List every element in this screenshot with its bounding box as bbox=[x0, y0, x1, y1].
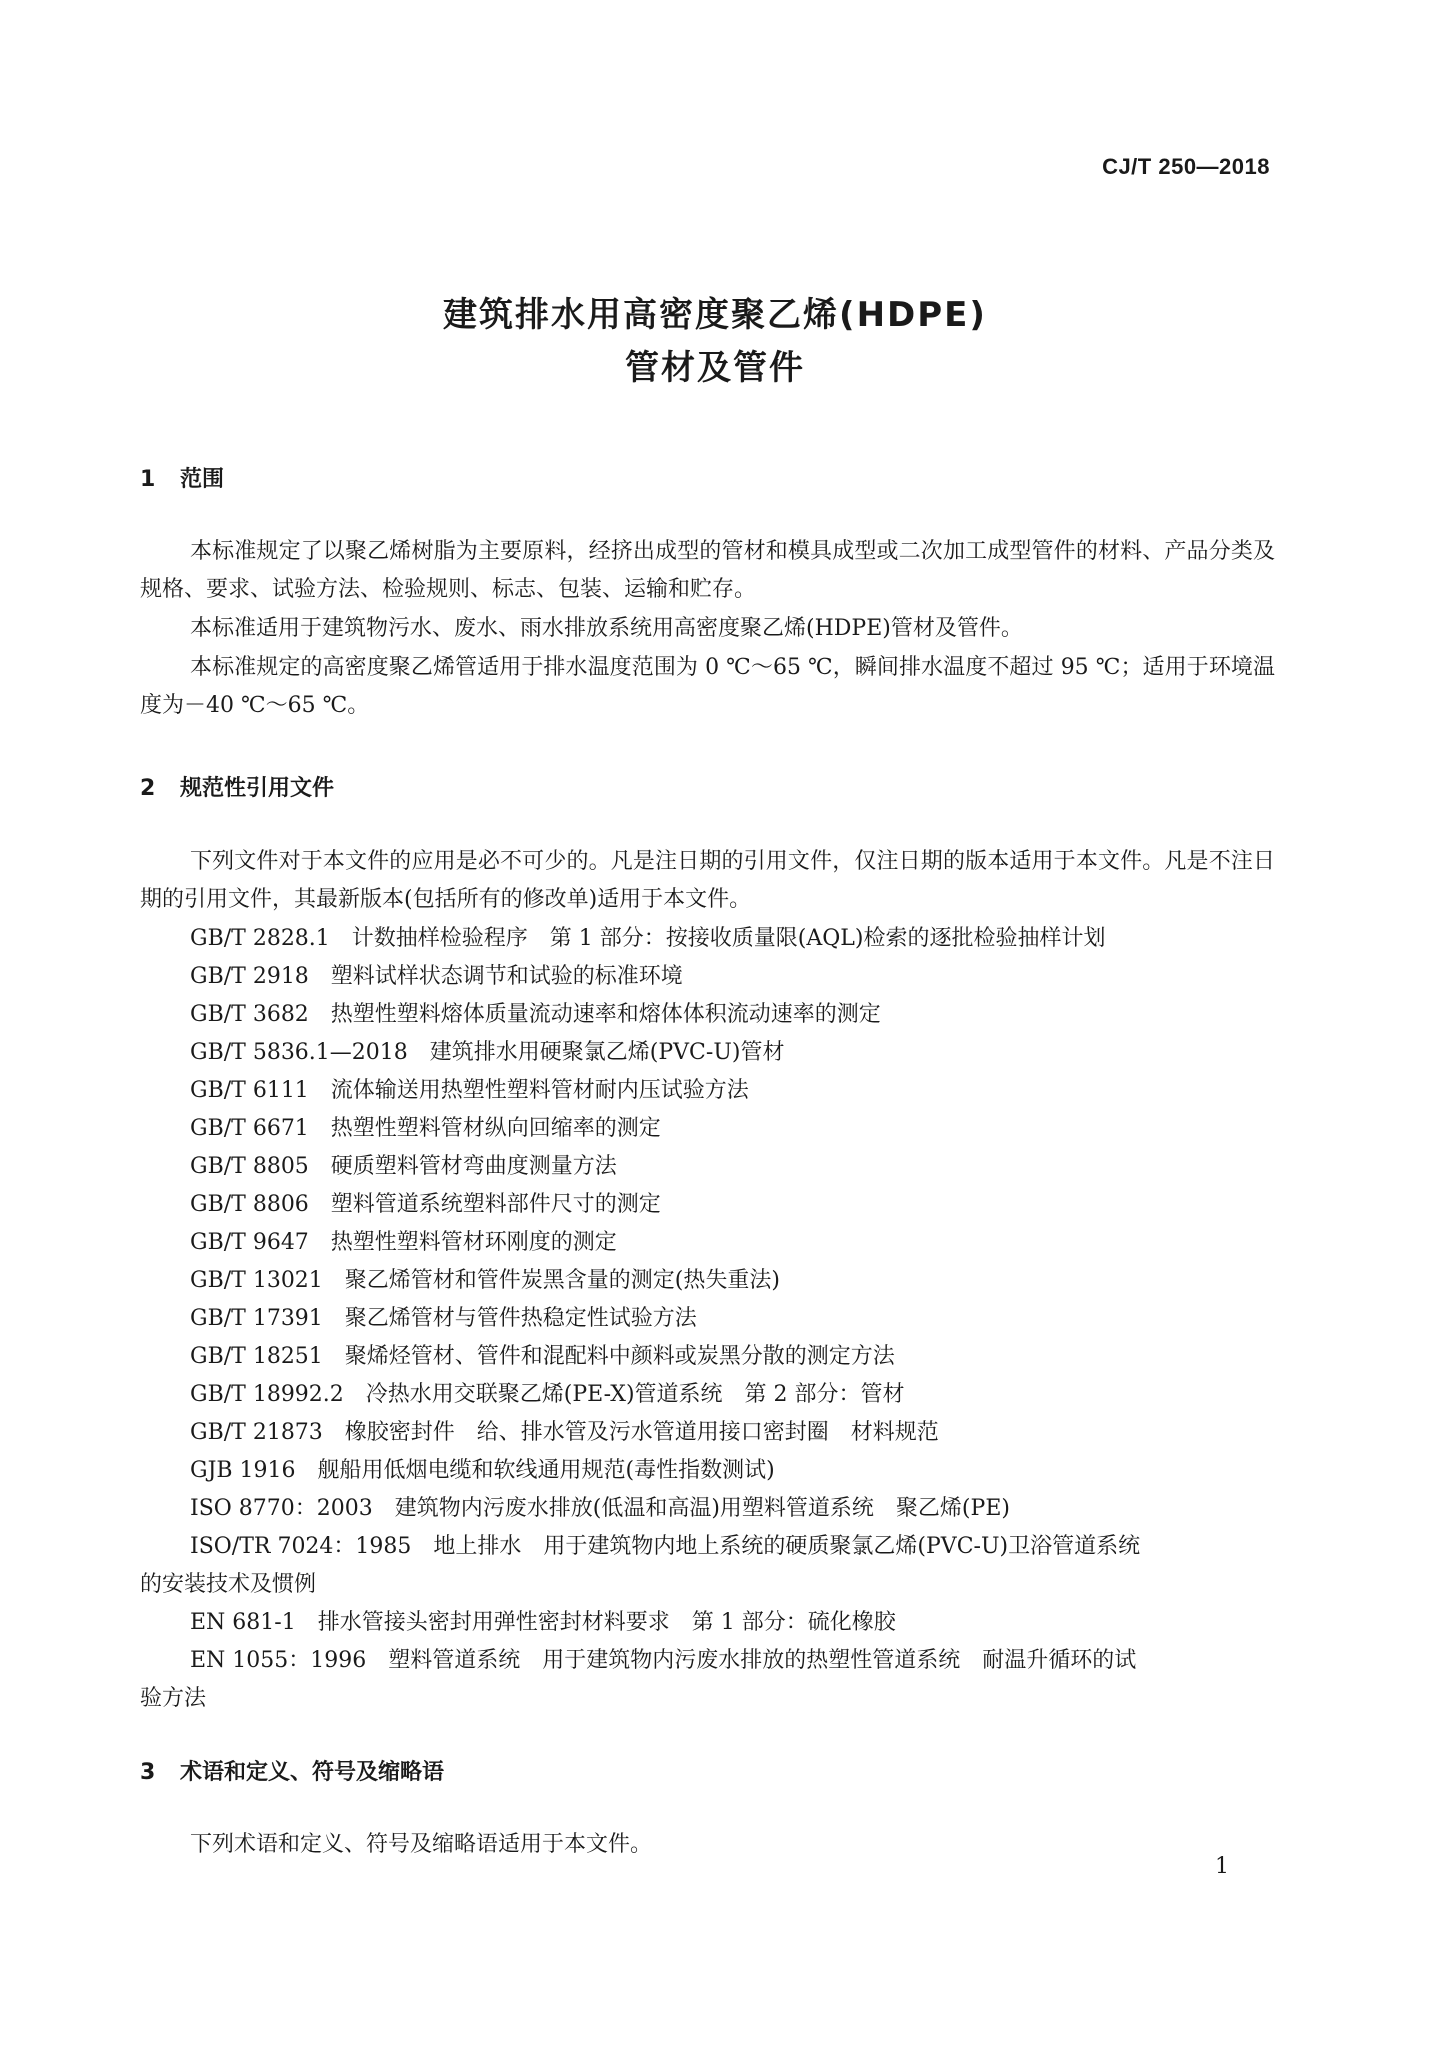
reference-item: GB/T 18251 聚烯烃管材、管件和混配料中颜料或炭黑分散的测定方法 bbox=[190, 1344, 895, 1369]
section-2-heading bbox=[140, 771, 334, 802]
reference-item: GB/T 18992.2 冷热水用交联聚乙烯(PE-X)管道系统 第 2 部分：管材 bbox=[190, 1382, 905, 1407]
section-title: 术语和定义、符号及缩略语 bbox=[180, 1760, 445, 1785]
section-2-intro: 下列文件对于本文件的应用是必不可少的。凡是注日期的引用文件，仅注日期的版本适用于本文件。凡是不注日期的引用文件，其最新版本(包括所有的修改单)适用于本文件。 bbox=[140, 849, 1275, 912]
reference-item: EN 1055：1996 塑料管道系统 用于建筑物内污废水排放的热塑性管道系统 耐温升循环的试 bbox=[190, 1648, 1137, 1673]
section-title: 规范性引用文件 bbox=[180, 776, 335, 801]
reference-item: GB/T 2828.1 计数抽样检验程序 第 1 部分：按接收质量限(AQL)检索的逐批检验抽样计划 bbox=[190, 926, 1106, 951]
section-title: 范围 bbox=[180, 467, 225, 492]
document-title-line1: 建筑排水用高密度聚乙烯(HDPE) bbox=[443, 295, 987, 335]
section-1-paragraph-2: 本标准适用于建筑物污水、废水、雨水排放系统用高密度聚乙烯(HDPE)管材及管件。 bbox=[190, 616, 1023, 641]
document-title-line2: 管材及管件 bbox=[625, 348, 805, 388]
reference-item-continued: 验方法 bbox=[140, 1686, 207, 1711]
reference-item: EN 681-1 排水管接头密封用弹性密封材料要求 第 1 部分：硫化橡胶 bbox=[190, 1610, 896, 1635]
reference-item: ISO 8770：2003 建筑物内污废水排放(低温和高温)用塑料管道系统 聚乙烯(PE) bbox=[190, 1496, 1010, 1521]
section-1-paragraph-1: 本标准规定了以聚乙烯树脂为主要原料，经挤出成型的管材和模具成型或二次加工成型管件的材料、产品分类及规格、要求、试验方法、检验规则、标志、包装、运输和贮存。 bbox=[140, 539, 1275, 602]
reference-item: GJB 1916 舰船用低烟电缆和软线通用规范(毒性指数测试) bbox=[190, 1458, 775, 1483]
section-3-paragraph-1: 下列术语和定义、符号及缩略语适用于本文件。 bbox=[190, 1832, 653, 1857]
standard-code: CJ/T 250—2018 bbox=[1102, 154, 1270, 179]
section-number: 3 bbox=[140, 1760, 156, 1785]
reference-item: ISO/TR 7024：1985 地上排水 用于建筑物内地上系统的硬质聚氯乙烯(PVC-U)卫浴管道系统 bbox=[190, 1534, 1141, 1559]
reference-item-continued: 的安装技术及惯例 bbox=[140, 1572, 317, 1597]
reference-item: GB/T 3682 热塑性塑料熔体质量流动速率和熔体体积流动速率的测定 bbox=[190, 1002, 881, 1027]
reference-item: GB/T 6111 流体输送用热塑性塑料管材耐内压试验方法 bbox=[190, 1078, 749, 1103]
section-3-heading bbox=[140, 1755, 444, 1786]
section-1-heading bbox=[140, 462, 224, 493]
reference-item: GB/T 2918 塑料试样状态调节和试验的标准环境 bbox=[190, 964, 683, 989]
reference-item: GB/T 9647 热塑性塑料管材环刚度的测定 bbox=[190, 1230, 617, 1255]
reference-item: GB/T 6671 热塑性塑料管材纵向回缩率的测定 bbox=[190, 1116, 661, 1141]
reference-item: GB/T 13021 聚乙烯管材和管件炭黑含量的测定(热失重法) bbox=[190, 1268, 780, 1293]
section-1-paragraph-3: 本标准规定的高密度聚乙烯管适用于排水温度范围为 0 ℃～65 ℃，瞬间排水温度不超过 95 ℃；适用于环境温度为－40 ℃～65 ℃。 bbox=[140, 655, 1275, 718]
reference-item: GB/T 21873 橡胶密封件 给、排水管及污水管道用接口密封圈 材料规范 bbox=[190, 1420, 939, 1445]
section-number: 1 bbox=[140, 467, 156, 492]
page-number: 1 bbox=[1215, 1854, 1229, 1879]
reference-item: GB/T 8806 塑料管道系统塑料部件尺寸的测定 bbox=[190, 1192, 661, 1217]
reference-item: GB/T 17391 聚乙烯管材与管件热稳定性试验方法 bbox=[190, 1306, 697, 1331]
reference-item: GB/T 5836.1—2018 建筑排水用硬聚氯乙烯(PVC-U)管材 bbox=[190, 1040, 785, 1065]
section-number: 2 bbox=[140, 776, 156, 801]
reference-item: GB/T 8805 硬质塑料管材弯曲度测量方法 bbox=[190, 1154, 617, 1179]
